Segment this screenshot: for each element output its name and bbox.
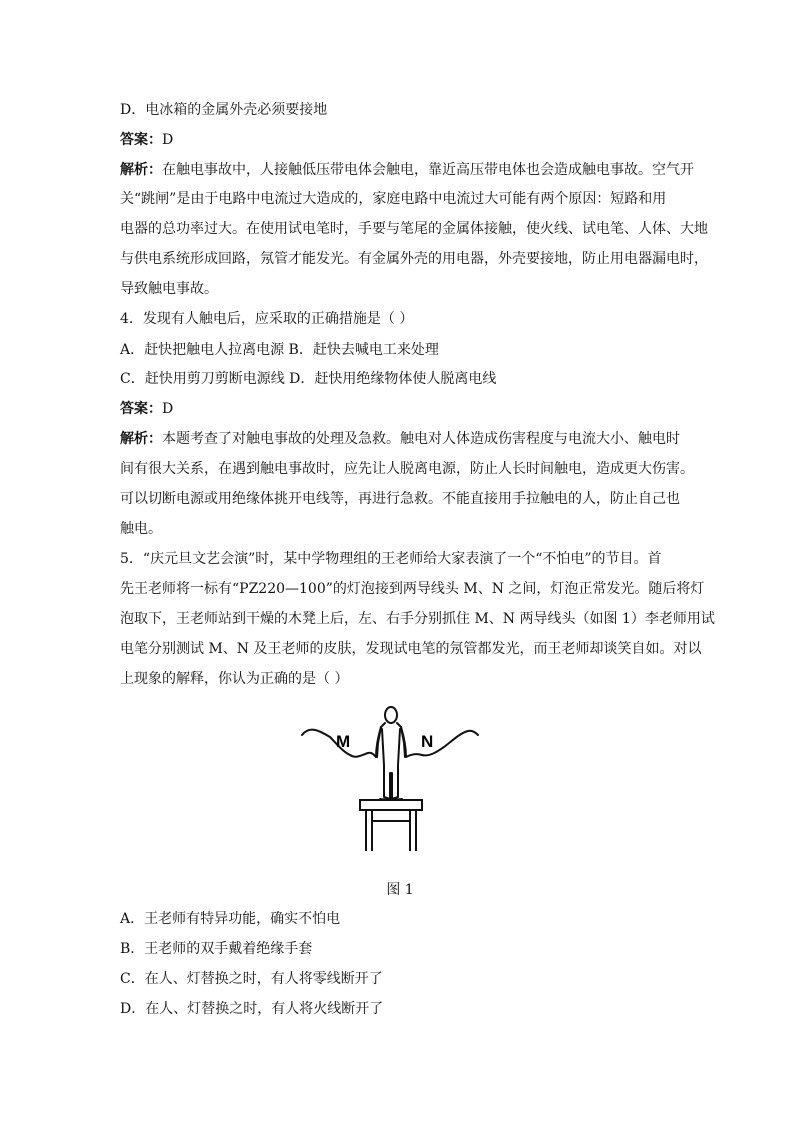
q3-analysis-line: 电器的总功率过大。在使用试电笔时，手要与笔尾的金属体接触，使火线、试电笔、人体、大地 <box>120 221 708 237</box>
figure-caption: 图 1 <box>386 882 414 898</box>
q5-option-a: A．王老师有特异功能，确实不怕电 <box>120 911 341 927</box>
q4-analysis-line: 间有很大关系，在遇到触电事故时，应先让人脱离电源，防止人长时间触电，造成更大伤害。 <box>120 461 694 477</box>
answer-label: 答案： <box>120 401 162 417</box>
q3-analysis-line: 导致触电事故。 <box>120 281 218 297</box>
q5-option-b: B．王老师的双手戴着绝缘手套 <box>120 941 313 957</box>
figure-1-illustration <box>300 703 480 855</box>
q4-options-row-1: A．赶快把触电人拉离电源 B．赶快去喊电工来处理 <box>120 342 439 358</box>
q4-answer <box>120 399 700 419</box>
person-head <box>385 707 397 723</box>
q5-option-d: D．在人、灯替换之时，有人将火线断开了 <box>120 1001 384 1017</box>
answer-value: D <box>162 132 174 148</box>
q3-analysis-line: 解析：在触电事故中，人接触低压带电体会触电，靠近高压带电体也会造成触电事故。空气开 <box>120 162 694 178</box>
q3-analysis-line: 关“跳闸”是由于电路中电流过大造成的，家庭电路中电流过大可能有两个原因：短路和用 <box>120 191 667 207</box>
wooden-stool <box>360 800 422 851</box>
label-m: M <box>336 732 351 751</box>
q3-option-d: D．电冰箱的金属外壳必须要接地 <box>120 102 328 118</box>
q5-stem-line: 5．“庆元旦文艺会演”时，某中学物理组的王老师给大家表演了一个“不怕电”的节目。首 <box>120 551 662 567</box>
q4-analysis-line: 可以切断电源或用绝缘体挑开电线等，再进行急救。不能直接用手拉触电的人，防止自己也 <box>120 491 680 507</box>
q3-answer <box>120 130 700 150</box>
q5-stem-line: 电笔分别测试 M、N 及王老师的皮肤，发现试电笔的氖管都发光，而王老师却谈笑自如。对以 <box>120 641 702 657</box>
q4-analysis-line: 解析：本题考查了对触电事故的处理及急救。触电对人体造成伤害程度与电流大小、触电时 <box>120 431 680 447</box>
q5-stem-line: 上现象的解释，你认为正确的是（ ） <box>120 671 349 687</box>
q3-analysis-line: 与供电系统形成回路，氖管才能发光。有金属外壳的用电器，外壳要接地，防止用电器漏电时， <box>120 251 708 267</box>
q5-option-c: C．在人、灯替换之时，有人将零线断开了 <box>120 971 383 987</box>
answer-value: D <box>162 401 174 417</box>
q4-stem: 4．发现有人触电后，应采取的正确措施是（ ） <box>120 311 414 327</box>
answer-label: 答案： <box>120 132 162 148</box>
analysis-label: 解析： <box>120 162 162 178</box>
analysis-label: 解析： <box>120 431 162 447</box>
q4-analysis-line: 触电。 <box>120 521 162 537</box>
q5-stem-line: 泡取下，王老师站到干燥的木凳上后，左、右手分别抓住 M、N 两导线头（如图 1）李老师用试 <box>120 611 715 627</box>
label-n: N <box>421 732 434 751</box>
person-body <box>377 723 405 799</box>
q4-options-row-2: C．赶快用剪刀剪断电源线 D．赶快用绝缘物体使人脱离电线 <box>120 371 497 387</box>
wire-n <box>406 731 478 757</box>
q5-stem-line: 先王老师将一标有“PZ220—100”的灯泡接到两导线头 M、N 之间，灯泡正常发光。随后将灯 <box>120 581 705 597</box>
